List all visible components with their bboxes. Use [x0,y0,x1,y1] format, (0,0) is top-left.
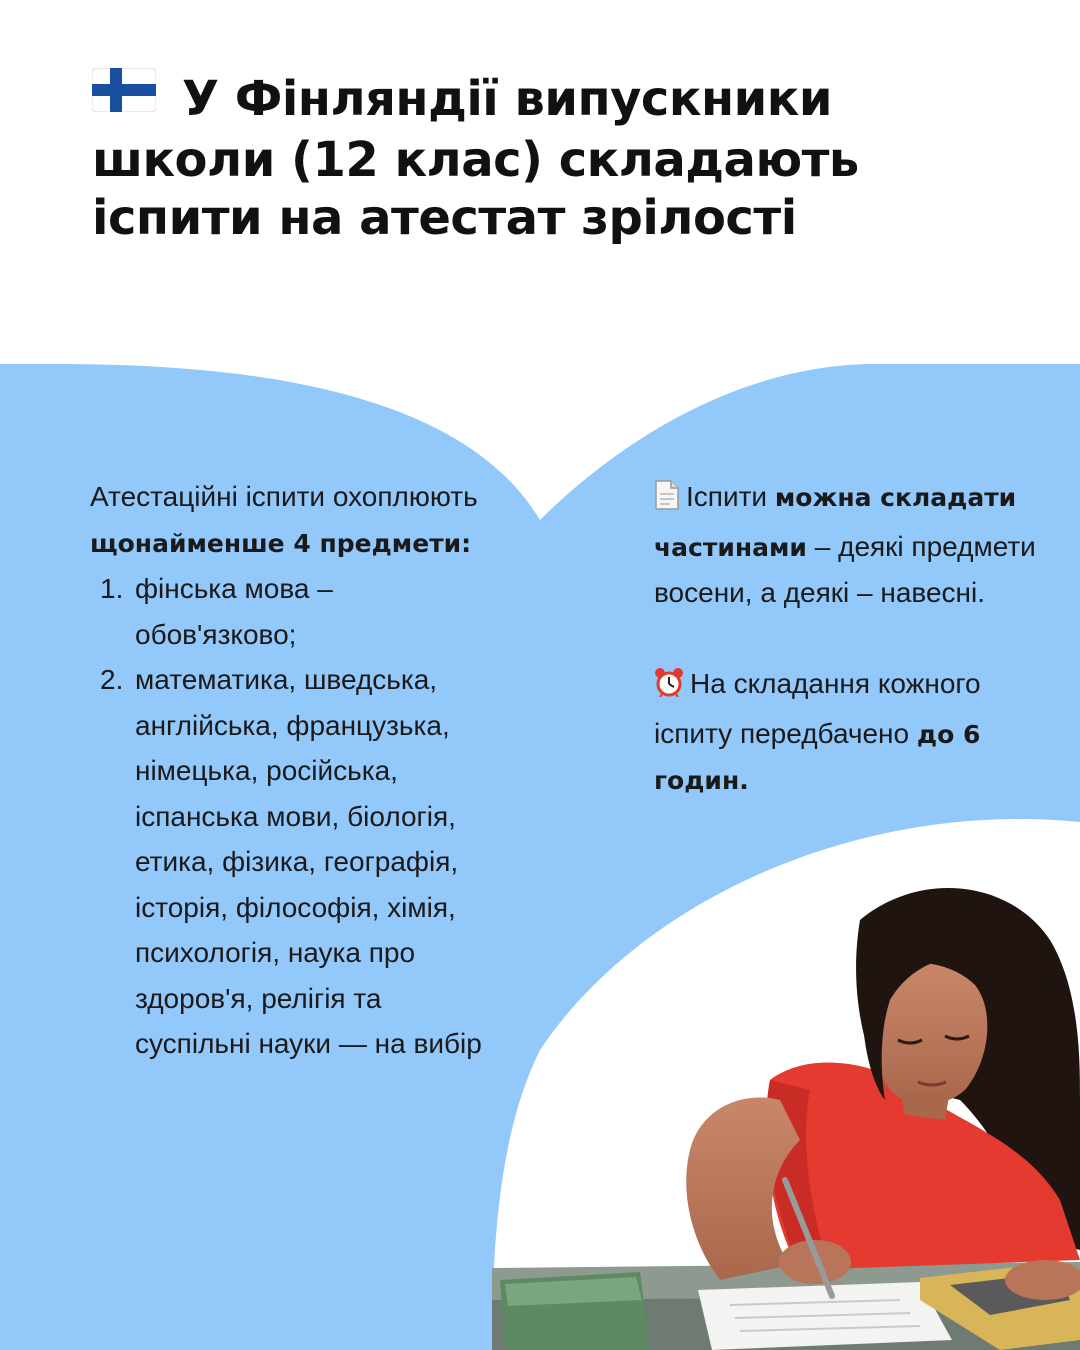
list-item-number: 2. [100,664,124,695]
exam-duration-bold: до 6 годин. [654,719,981,795]
list-item [90,566,500,657]
exam-duration-prefix: На складання кожного іспиту передбачено [654,668,981,749]
list-item-text: математика, шведська, англійська, французька, німецька, російська, іспанська мови, біологія, етика, фізика, географія, історія, філософія, хімія, психологія, наука про здоров'я, релігія та суспільні науки — на вибір [135,664,482,1059]
exam-parts-prefix: Іспити [686,481,775,512]
subjects-intro [90,474,500,566]
page-title [92,70,992,247]
exam-info-block [654,474,1054,804]
exam-parts-bold: можна складати частинами [654,483,1017,562]
subjects-block [90,474,500,1067]
subjects-intro-text: Атестаційні іспити охоплюють [90,481,478,512]
title-text: У Фінляндії випускники школи (12 клас) складають іспити на атестат зрілості [92,71,859,246]
subjects-intro-bold: щонайменше 4 предмети: [90,528,472,558]
subjects-list [90,566,500,1067]
document-icon [654,478,680,524]
exam-parts-paragraph [654,474,1054,616]
alarm-clock-icon [654,665,684,711]
list-item-text: фінська мова – обов'язково; [135,573,333,650]
exam-parts-suffix: – деякі предмети восени, а деякі – навесні. [654,530,1036,608]
list-item [90,657,500,1067]
list-item-number: 1. [100,573,124,604]
finland-flag-icon [92,67,156,125]
exam-duration-paragraph [654,661,1054,804]
